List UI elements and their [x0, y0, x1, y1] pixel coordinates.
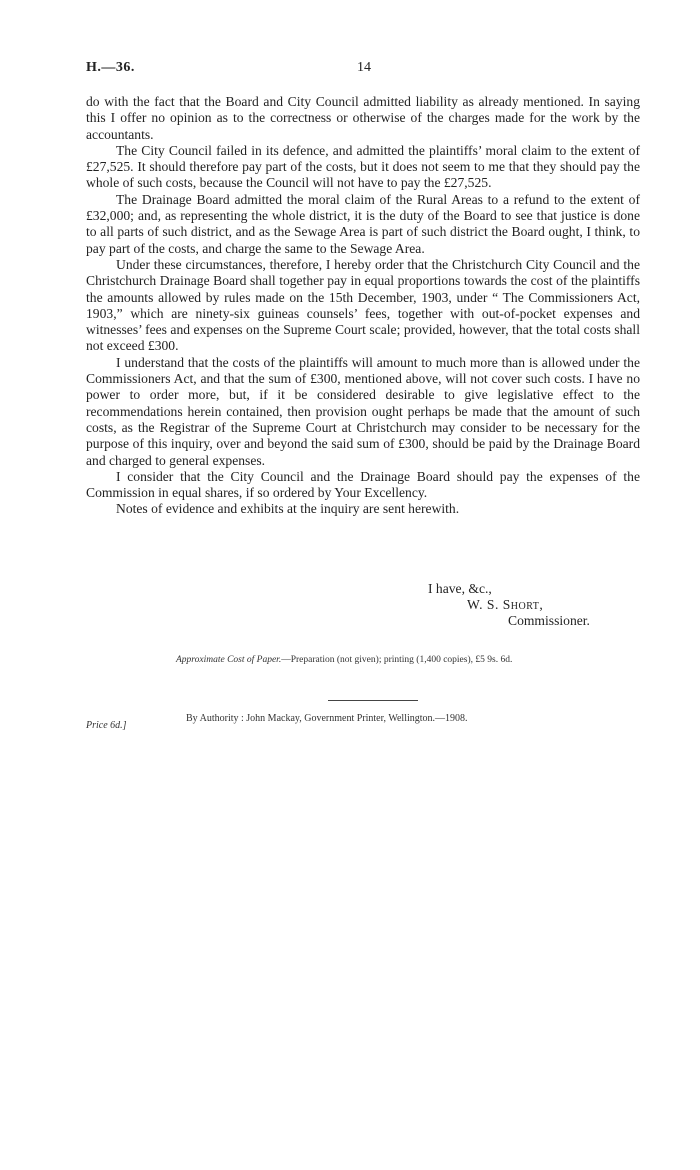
paragraph: do with the fact that the Board and City Council admitted liability as already mentioned. In saying this I offer no opinion as to the correctness or otherwise of the charges made for the work by the accountants.: [86, 94, 640, 142]
authority-line: By Authority : John Mackay, Government Printer, Wellington.—1908.: [186, 713, 468, 724]
cost-note: [176, 655, 512, 665]
paragraph: The Drainage Board admitted the moral claim of the Rural Areas to a refund to the extent of £32,000; and, as representing the whole district, it is the duty of the Board to see that justice is done to all parts of such district, and as the Sewage Area is part of such district the Board ought, I think, to pay part of the costs, and charge the same to the Sewage Area.: [86, 191, 640, 256]
header-ref: H.—36.: [86, 60, 135, 75]
paragraph: The City Council failed in its defence, and admitted the plaintiffs’ moral claim to the extent of £27,525. It should therefore pay part of the costs, but it does not seem to me that they should pay the whole of such costs, because the Council will not have to pay the £27,525.: [86, 142, 640, 191]
paragraph: Under these circumstances, therefore, I hereby order that the Christchurch City Council and the Christchurch Drainage Board shall together pay in equal proportions towards the cost of the plaintiffs the amounts allowed by rules made on the 15th December, 1903, under “ The Commissioners Act, 1903,” which are ninety-six guineas counsels’ fees, together with out-of-pocket expenses and witnesses’ fees and expenses on the Supreme Court scale; provided, however, that the total costs shall not exceed £300.: [86, 256, 640, 354]
body-text: [86, 94, 640, 518]
page-number: 14: [357, 60, 371, 75]
signatory-title: Commissioner.: [508, 613, 590, 628]
paragraph: Notes of evidence and exhibits at the inquiry are sent herewith.: [116, 501, 460, 517]
paragraph: I consider that the City Council and the Drainage Board should pay the expenses of the Commission in equal shares, if so ordered by Your Excellency.: [86, 468, 640, 501]
signatory-name: W. S. Short,: [467, 597, 544, 612]
paragraph: I understand that the costs of the plaintiffs will amount to much more than is allowed under the Commissioners Act, and that the sum of £300, mentioned above, will not cover such costs. I have no power to order more, but, if it be considered desirable to give legislative effect to the recommendations herein contained, then provision ought perhaps be made that the amount of such costs, as the Registrar of the Supreme Court at Christchurch may consider to be necessary for the purpose of this inquiry, over and beyond the said sum of £300, should be paid by the Drainage Board and charged to general expenses.: [86, 354, 640, 468]
divider: [328, 700, 418, 701]
price-note: Price 6d.]: [86, 720, 127, 731]
closing-salutation: I have, &c.,: [428, 581, 492, 596]
cost-label: Approximate Cost of Paper.: [176, 655, 282, 665]
cost-detail: —Preparation (not given); printing (1,400 copies), £5 9s. 6d.: [281, 655, 513, 665]
